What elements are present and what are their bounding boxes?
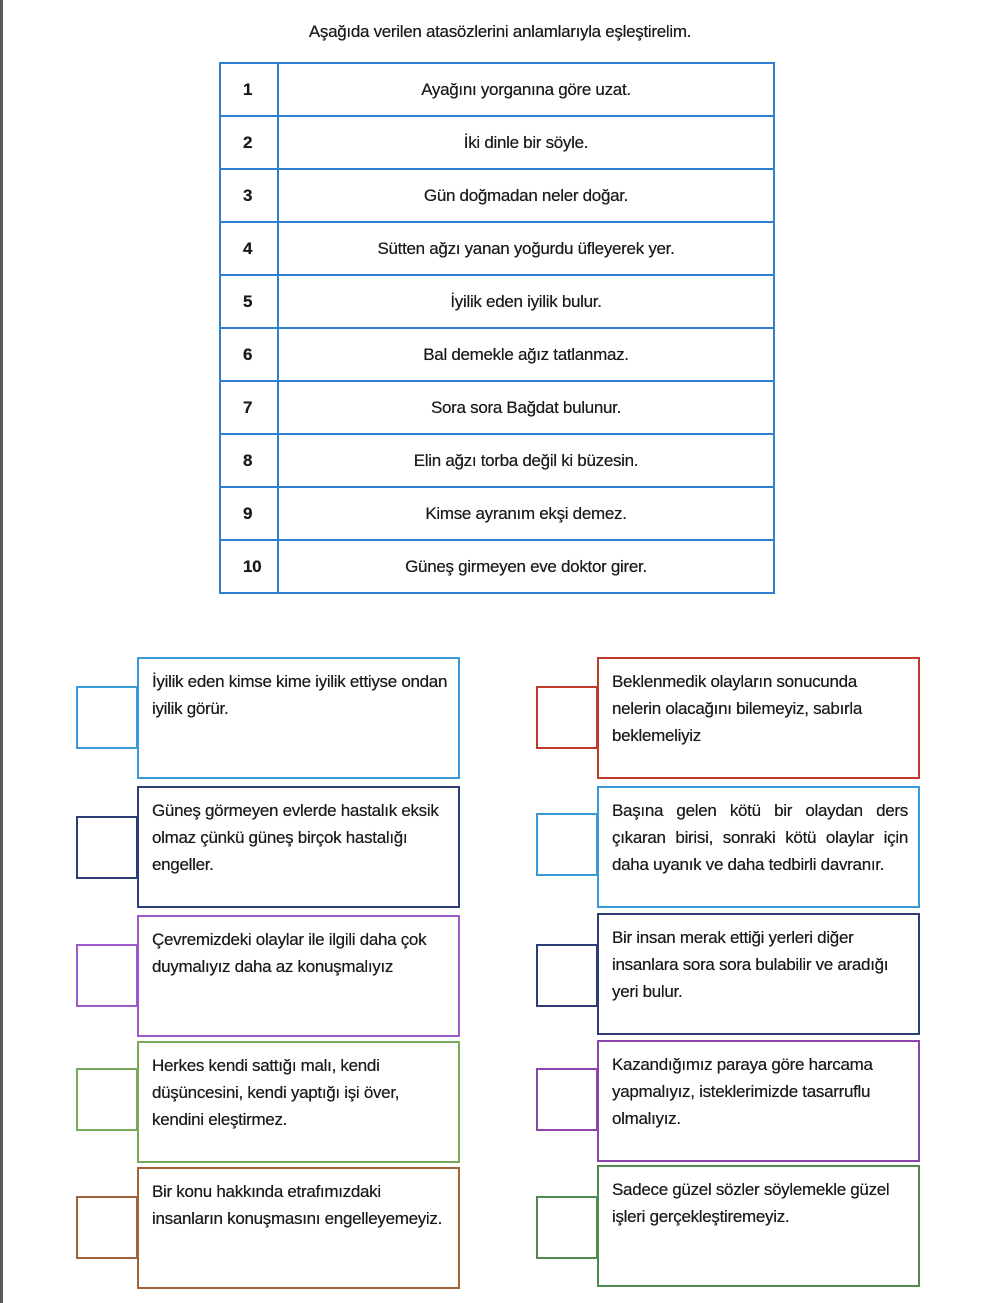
meaning-box-right-5: Sadece güzel sözler söylemekle güzel işleri gerçekleştiremeyiz. xyxy=(597,1165,920,1287)
answer-box-right-4[interactable] xyxy=(536,1068,598,1131)
proverb-text: Elin ağzı torba değil ki büzesin. xyxy=(278,434,774,487)
meaning-box-right-3: Bir insan merak ettiği yerleri diğer insanlara sora sora bulabilir ve aradığı yeri bulur. xyxy=(597,913,920,1035)
proverb-row xyxy=(220,169,774,222)
answer-box-right-5[interactable] xyxy=(536,1196,598,1259)
answer-box-left-1[interactable] xyxy=(76,686,138,749)
proverb-number: 4 xyxy=(220,222,278,275)
answer-box-right-2[interactable] xyxy=(536,813,598,876)
meaning-box-right-4: Kazandığımız paraya göre harcama yapmalıyız, isteklerimizde tasarruflu olmalıyız. xyxy=(597,1040,920,1162)
proverb-text: Sora sora Bağdat bulunur. xyxy=(278,381,774,434)
proverb-text: Ayağını yorganına göre uzat. xyxy=(278,63,774,116)
proverb-row xyxy=(220,381,774,434)
proverb-text: Kimse ayranım ekşi demez. xyxy=(278,487,774,540)
page-left-border xyxy=(0,0,3,1303)
meaning-box-left-5: Bir konu hakkında etrafımızdaki insanların konuşmasını engelleyemeyiz. xyxy=(137,1167,460,1289)
answer-box-left-5[interactable] xyxy=(76,1196,138,1259)
proverb-number: 10 xyxy=(220,540,278,593)
answer-box-left-3[interactable] xyxy=(76,944,138,1007)
proverbs-table xyxy=(219,62,775,594)
proverb-number: 6 xyxy=(220,328,278,381)
proverb-text: Sütten ağzı yanan yoğurdu üfleyerek yer. xyxy=(278,222,774,275)
proverb-text: İki dinle bir söyle. xyxy=(278,116,774,169)
proverb-row xyxy=(220,328,774,381)
proverb-text: Güneş girmeyen eve doktor girer. xyxy=(278,540,774,593)
proverb-row xyxy=(220,63,774,116)
meaning-box-right-1: Beklenmedik olayların sonucunda nelerin olacağını bilemeyiz, sabırla beklemeliyiz xyxy=(597,657,920,779)
answer-box-right-3[interactable] xyxy=(536,944,598,1007)
proverb-text: İyilik eden iyilik bulur. xyxy=(278,275,774,328)
proverb-text: Gün doğmadan neler doğar. xyxy=(278,169,774,222)
proverb-number: 1 xyxy=(220,63,278,116)
proverb-number: 2 xyxy=(220,116,278,169)
meaning-box-left-4: Herkes kendi sattığı malı, kendi düşüncesini, kendi yaptığı işi över, kendini eleştirmez. xyxy=(137,1041,460,1163)
meaning-box-left-1: İyilik eden kimse kime iyilik ettiyse ondan iyilik görür. xyxy=(137,657,460,779)
proverb-text: Bal demekle ağız tatlanmaz. xyxy=(278,328,774,381)
proverb-number: 5 xyxy=(220,275,278,328)
proverb-number: 8 xyxy=(220,434,278,487)
proverb-number: 9 xyxy=(220,487,278,540)
proverb-row xyxy=(220,540,774,593)
meaning-box-left-3: Çevremizdeki olaylar ile ilgili daha çok duymalıyız daha az konuşmalıyız xyxy=(137,915,460,1037)
proverb-row xyxy=(220,222,774,275)
instruction-text: Aşağıda verilen atasözlerini anlamlarıyla eşleştirelim. xyxy=(308,22,692,41)
meaning-box-left-2: Güneş görmeyen evlerde hastalık eksik olmaz çünkü güneş birçok hastalığı engeller. xyxy=(137,786,460,908)
meaning-box-right-2: Başına gelen kötü bir olaydan ders çıkaran birisi, sonraki kötü olaylar için daha uyanık ve daha tedbirli davranır. xyxy=(597,786,920,908)
proverb-number: 3 xyxy=(220,169,278,222)
proverb-number: 7 xyxy=(220,381,278,434)
proverb-row xyxy=(220,116,774,169)
answer-box-left-4[interactable] xyxy=(76,1068,138,1131)
proverb-row xyxy=(220,434,774,487)
proverb-row xyxy=(220,275,774,328)
answer-box-right-1[interactable] xyxy=(536,686,598,749)
proverb-row xyxy=(220,487,774,540)
answer-box-left-2[interactable] xyxy=(76,816,138,879)
